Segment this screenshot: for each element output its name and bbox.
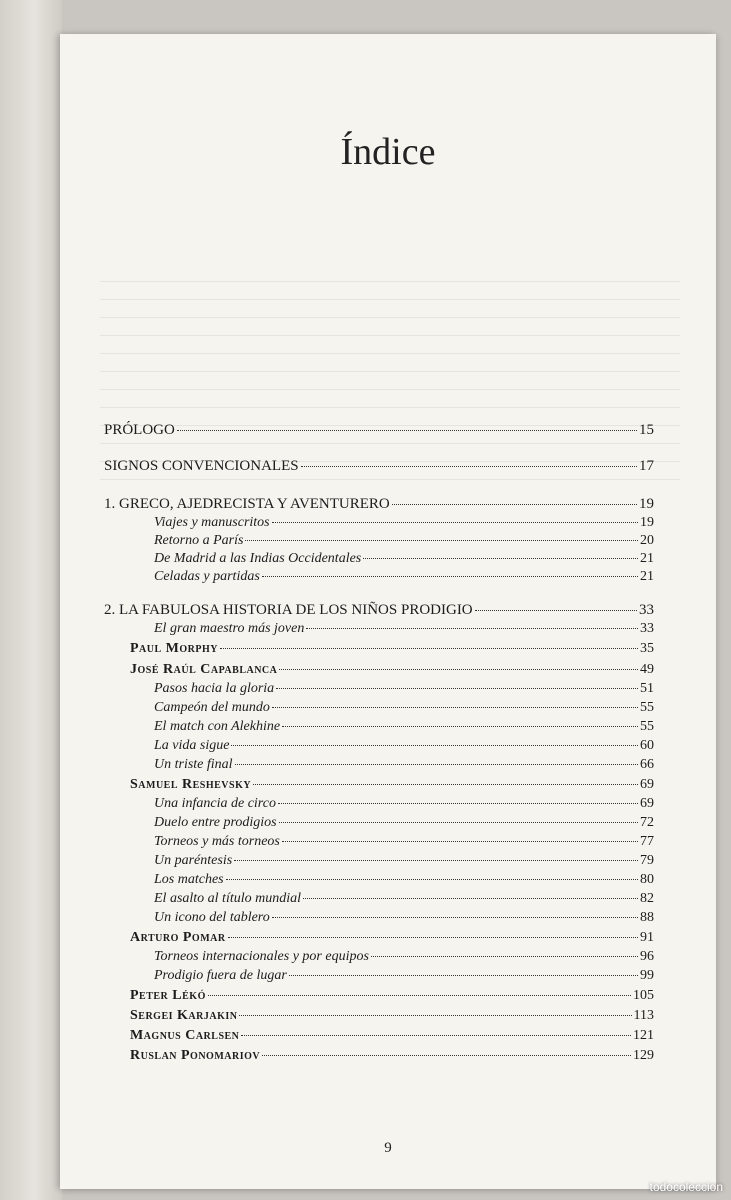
leader-dots	[282, 841, 638, 842]
toc-entry-label: Los matches	[154, 872, 224, 887]
toc-subentry[interactable]	[154, 515, 654, 535]
leader-dots	[231, 745, 638, 746]
leader-dots	[208, 995, 631, 996]
toc-entry-label: Pasos hacia la gloria	[154, 681, 275, 696]
toc-subentry[interactable]	[154, 891, 654, 911]
toc-entry-label: Arturo Pomar	[130, 930, 226, 945]
toc-person-entry[interactable]	[130, 777, 654, 797]
toc-entry-page: 55	[640, 700, 654, 715]
toc-subentry[interactable]	[154, 719, 654, 739]
page-title: Índice	[340, 131, 436, 173]
toc-entry-label: Celadas y partidas	[154, 569, 260, 584]
toc-entry-page: 77	[640, 834, 654, 849]
toc-entry-label: Campeón del mundo	[154, 700, 270, 715]
toc-entry-label: La vida sigue	[154, 738, 230, 753]
toc-subentry[interactable]	[154, 872, 654, 892]
toc-subentry[interactable]	[154, 796, 654, 816]
toc-entry-label: 1. GRECO, AJEDRECISTA Y AVENTURERO	[104, 496, 390, 512]
leader-dots	[306, 628, 638, 629]
leader-dots	[272, 707, 638, 708]
toc-entry-page: 79	[640, 853, 654, 868]
toc-entry-page: 72	[640, 815, 654, 830]
toc-entry-label: El asalto al título mundial	[154, 891, 302, 906]
toc-entry-label: Torneos y más torneos	[154, 834, 280, 849]
leader-dots	[371, 956, 638, 957]
leader-dots	[279, 669, 638, 670]
toc-entry-page: 113	[633, 1008, 654, 1023]
toc-entry-label: Peter Lékó	[130, 988, 206, 1003]
leader-dots	[272, 917, 638, 918]
toc-entry-page: 69	[640, 796, 654, 811]
toc-entry-label: Un triste final	[154, 757, 233, 772]
toc-entry-page: 21	[640, 569, 654, 584]
leader-dots	[272, 522, 638, 523]
toc-entry-page: 21	[640, 551, 654, 566]
toc-entry-label: Samuel Reshevsky	[130, 777, 252, 792]
toc-entry-label: El match con Alekhine	[154, 719, 281, 734]
leader-dots	[303, 898, 638, 899]
toc-person-entry[interactable]	[130, 662, 654, 682]
toc-person-entry[interactable]	[130, 988, 654, 1008]
toc-subentry[interactable]	[154, 533, 654, 553]
toc-entry-page: 55	[640, 719, 654, 734]
toc-entry-page: 88	[640, 910, 654, 925]
leader-dots	[262, 576, 638, 577]
leader-dots	[253, 784, 638, 785]
toc-entry-page: 66	[640, 757, 654, 772]
toc-subentry[interactable]	[154, 910, 654, 930]
toc-entry-label: Retorno a París	[154, 533, 244, 548]
toc-person-entry[interactable]	[130, 1008, 654, 1028]
toc-entry-page: 96	[640, 949, 654, 964]
toc-entry-page: 105	[633, 988, 654, 1003]
toc-subentry[interactable]	[154, 968, 654, 988]
toc-entry-label: Paul Morphy	[130, 641, 218, 656]
toc-entry-label: Torneos internacionales y por equipos	[154, 949, 369, 964]
page-number: 9	[384, 1140, 392, 1156]
leader-dots	[262, 1055, 631, 1056]
toc-entry-page: 35	[640, 641, 654, 656]
toc-entry-page: 82	[640, 891, 654, 906]
toc-subentry[interactable]	[154, 551, 654, 571]
toc-entry-page: 51	[640, 681, 654, 696]
toc-entry-page: 17	[639, 458, 654, 474]
toc-chapter-1[interactable]	[104, 496, 654, 516]
toc-entry-page: 121	[633, 1028, 654, 1043]
watermark: todocoleccion	[649, 1180, 723, 1194]
toc-entry-page: 129	[633, 1048, 654, 1063]
toc-entry-prologo[interactable]	[104, 422, 654, 442]
leader-dots	[239, 1015, 631, 1016]
toc-entry-label: Ruslan Ponomariov	[130, 1048, 261, 1063]
toc-entry-label: Sergei Karjakin	[130, 1008, 238, 1023]
toc-entry-page: 19	[640, 515, 654, 530]
leader-dots	[278, 803, 638, 804]
toc-entry-label: José Raúl Capablanca	[130, 662, 278, 677]
toc-entry-label: 2. LA FABULOSA HISTORIA DE LOS NIÑOS PRODIGIO	[104, 602, 473, 618]
toc-subentry[interactable]	[154, 569, 654, 589]
book-page	[60, 34, 716, 1189]
leader-dots	[276, 688, 638, 689]
leader-dots	[245, 540, 638, 541]
toc-entry-page: 69	[640, 777, 654, 792]
toc-entry-page: 91	[640, 930, 654, 945]
toc-entry-label: Viajes y manuscritos	[154, 515, 270, 530]
leader-dots	[363, 558, 638, 559]
toc-entry-label: De Madrid a las Indias Occidentales	[154, 551, 362, 566]
toc-entry-page: 33	[640, 621, 654, 636]
toc-chapter-2[interactable]	[104, 602, 654, 622]
toc-subentry[interactable]	[154, 757, 654, 777]
toc-person-entry[interactable]	[130, 1028, 654, 1048]
toc-entry-signos[interactable]	[104, 458, 654, 478]
leader-dots	[279, 822, 638, 823]
toc-subentry[interactable]	[154, 834, 654, 854]
toc-person-entry[interactable]	[130, 930, 654, 950]
leader-dots	[282, 726, 638, 727]
toc-entry-label: Duelo entre prodigios	[154, 815, 277, 830]
leader-dots	[289, 975, 638, 976]
toc-subentry[interactable]	[154, 738, 654, 758]
toc-entry-page: 99	[640, 968, 654, 983]
leader-dots	[301, 466, 637, 467]
leader-dots	[241, 1035, 631, 1036]
toc-entry-label: Un paréntesis	[154, 853, 233, 868]
toc-subentry[interactable]	[154, 621, 654, 641]
toc-entry-label: Un icono del tablero	[154, 910, 270, 925]
leader-dots	[177, 430, 637, 431]
facing-page-edge	[0, 0, 62, 1200]
toc-subentry[interactable]	[154, 949, 654, 969]
leader-dots	[226, 879, 638, 880]
leader-dots	[475, 610, 637, 611]
toc-entry-page: 49	[640, 662, 654, 677]
toc-entry-label: PRÓLOGO	[104, 422, 175, 438]
toc-entry-label: SIGNOS CONVENCIONALES	[104, 458, 299, 474]
toc-entry-label: Una infancia de circo	[154, 796, 276, 811]
toc-entry-label: Magnus Carlsen	[130, 1028, 240, 1043]
toc-entry-page: 15	[639, 422, 654, 438]
toc-entry-page: 33	[639, 602, 654, 618]
leader-dots	[235, 764, 638, 765]
toc-entry-page: 60	[640, 738, 654, 753]
toc-entry-label: Prodigio fuera de lugar	[154, 968, 287, 983]
leader-dots	[234, 860, 638, 861]
toc-person-entry[interactable]	[130, 641, 654, 661]
toc-entry-label: El gran maestro más joven	[154, 621, 305, 636]
toc-subentry[interactable]	[154, 700, 654, 720]
toc-subentry[interactable]	[154, 815, 654, 835]
toc-subentry[interactable]	[154, 681, 654, 701]
leader-dots	[220, 648, 638, 649]
toc-entry-page: 80	[640, 872, 654, 887]
toc-person-entry[interactable]	[130, 1048, 654, 1068]
leader-dots	[392, 504, 637, 505]
toc-entry-page: 19	[639, 496, 654, 512]
toc-subentry[interactable]	[154, 853, 654, 873]
toc-entry-page: 20	[640, 533, 654, 548]
leader-dots	[228, 937, 638, 938]
